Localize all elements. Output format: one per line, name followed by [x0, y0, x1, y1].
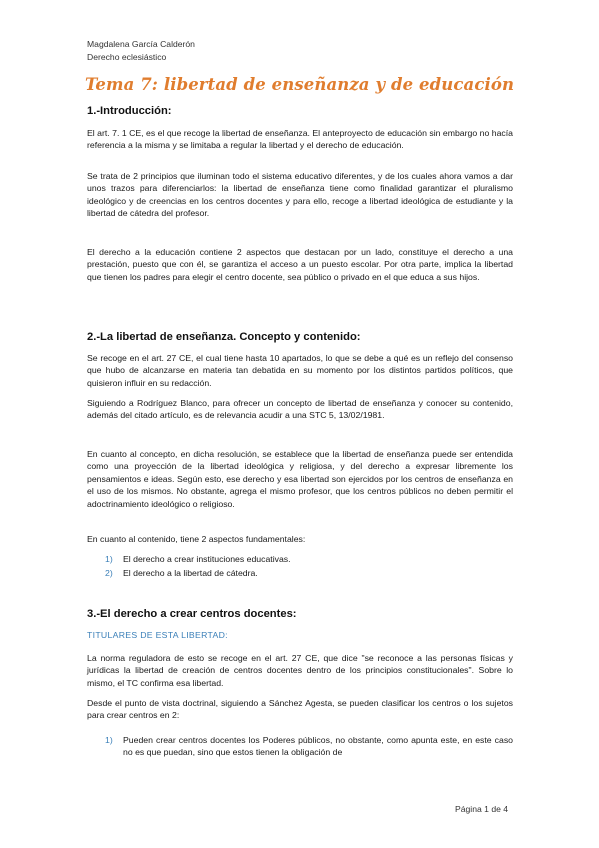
document-title: Tema 7: libertad de enseñanza y de educación: [84, 75, 515, 94]
section-3-subheading: TITULARES DE ESTA LIBERTAD:: [87, 630, 228, 640]
subject-name: Derecho eclesiástico: [87, 51, 167, 62]
s2-paragraph-3: En cuanto al concepto, en dicha resolución, se establece que la libertad de enseñanza puede ser entendida como una proyección de la libertad ideológica y religiosa, y del derecho a expresar libremente los pensamientos e ideas. Según esto, ese derecho y esa libertad son ejercidos por los centros de enseñanza en el uso de los mismos. No obstante, agrega el mismo profesor, que los centros públicos no deben permitir el adoctrinamiento ideológico o religioso.: [87, 449, 513, 509]
s3-paragraph-1: La norma reguladora de esto se recoge en el art. 27 CE, que dice "se reconoce a las personas físicas y jurídicas la libertad de creación de centros docentes dentro de los principios constitucionales". Sobre lo mismo, el TC confirma esa libertad.: [87, 653, 513, 688]
s2-paragraph-4: En cuanto al contenido, tiene 2 aspectos fundamentales:: [87, 534, 306, 544]
page-number: Página 1 de 4: [455, 804, 509, 814]
list-number: 1): [105, 554, 113, 564]
list-text: El derecho a crear instituciones educativas.: [123, 554, 291, 564]
s1-paragraph-3: El derecho a la educación contiene 2 aspectos que destacan por un lado, constituye el derecho a una prestación, puesto que con él, se garantiza el acceso a un puesto escolar. Por otra parte, implica la libertad que tienen los padres para elegir el centro docente, sea público o privado en el que educa a sus hijos.: [87, 247, 513, 282]
page-header: [87, 38, 195, 63]
list-item: [105, 567, 513, 579]
list-text: Pueden crear centros docentes los Poderes públicos, no obstante, como apunta este, en este caso no es que puedan, sino que estos tienen la obligación de: [123, 735, 513, 758]
list-number: 2): [105, 568, 113, 578]
s2-paragraph-1: Se recoge en el art. 27 CE, el cual tiene hasta 10 apartados, lo que se debe a qué es un reflejo del consenso que hubo de alcanzarse en materia tan debatida en su momento por los distintos partidos políticos, que quisieron influir en su redacción.: [87, 353, 513, 388]
author-name: Magdalena García Calderón: [87, 39, 195, 49]
section-2-heading: 2.-La libertad de enseñanza. Concepto y contenido:: [87, 331, 361, 343]
list-item: [105, 734, 513, 759]
s1-paragraph-1: El art. 7. 1 CE, es el que recoge la libertad de enseñanza. El anteproyecto de educación sin embargo no hacía referencia a la misma y se limitaba a regular la libertad y el derecho de educación.: [87, 128, 513, 151]
list-number: 1): [105, 735, 113, 745]
s3-paragraph-2: Desde el punto de vista doctrinal, siguiendo a Sánchez Agesta, se pueden clasificar los centros o los sujetos para crear centros en 2:: [87, 698, 513, 721]
s2-paragraph-2: Siguiendo a Rodríguez Blanco, para ofrecer un concepto de libertad de enseñanza y conocer su contenido, además del citado artículo, es de relevancia acudir a una STC 5, 13/02/1981.: [87, 398, 513, 421]
list-item: [105, 553, 513, 565]
s1-paragraph-2: Se trata de 2 principios que iluminan todo el sistema educativo diferentes, y de los cuales ahora vamos a dar unos trazos para diferenciarlos: la libertad de enseñanza tiene como finalidad garantizar el pluralismo ideológico y de creencias en los centros docentes y para ello, recoge a libertad ideológica de estudiante y la libertad de cátedra del profesor.: [87, 171, 513, 219]
list-text: El derecho a la libertad de cátedra.: [123, 568, 258, 578]
section-3-heading: 3.-El derecho a crear centros docentes:: [87, 608, 297, 620]
section-1-heading: 1.-Introducción:: [87, 105, 172, 117]
